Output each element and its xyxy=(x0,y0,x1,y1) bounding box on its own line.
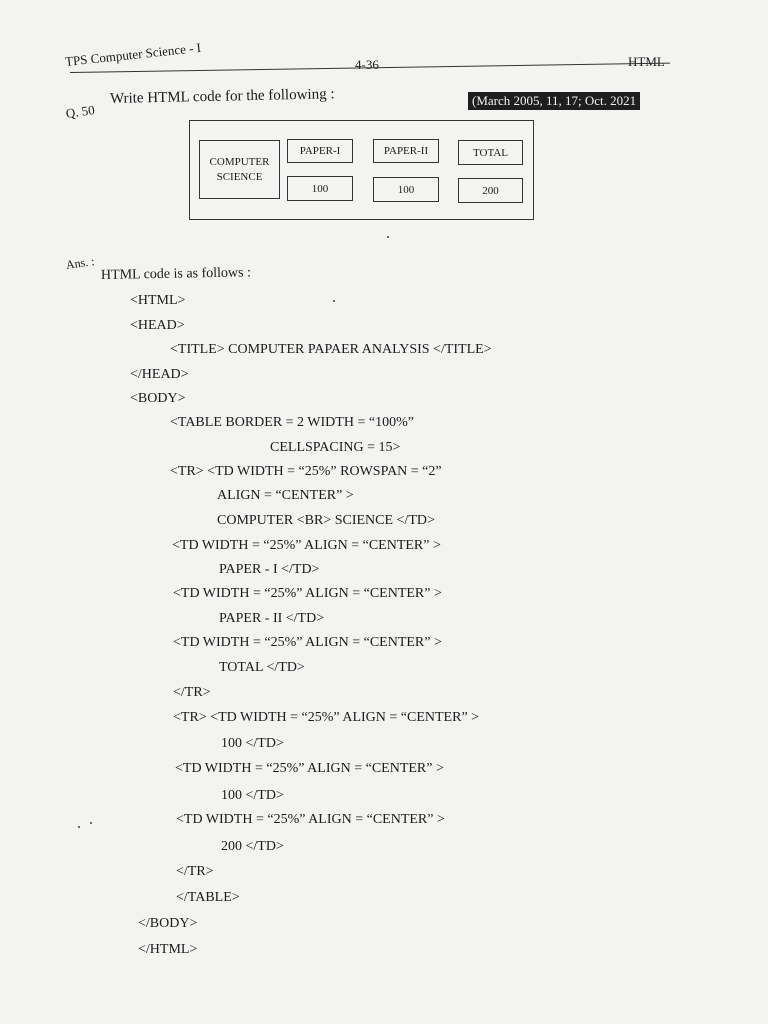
code-line: </HTML> xyxy=(138,942,198,957)
code-line: </TR> xyxy=(173,685,211,700)
code-line: <TR> <TD WIDTH = “25%” ALIGN = “CENTER” > xyxy=(173,710,480,725)
figure-cell-header-paper-2: PAPER-II xyxy=(373,139,439,163)
code-line: 200 </TD> xyxy=(221,839,284,854)
code-line: 100 </TD> xyxy=(221,736,284,751)
figure-cell-subject xyxy=(199,140,280,199)
figure-subject-line-1: COMPUTER xyxy=(209,155,270,168)
print-speck xyxy=(333,300,335,302)
code-line: ALIGN = “CENTER” > xyxy=(217,488,354,503)
figure-cell-header-paper-1: PAPER-I xyxy=(287,139,353,163)
page-number: 4-36 xyxy=(355,57,379,72)
code-line: TOTAL </TD> xyxy=(219,660,305,675)
code-line: CELLSPACING = 15> xyxy=(270,440,401,455)
code-line: <TD WIDTH = “25%” ALIGN = “CENTER” > xyxy=(176,812,445,827)
code-line: PAPER - II </TD> xyxy=(219,611,325,626)
question-number: Q. 50 xyxy=(64,102,96,121)
code-line: </HEAD> xyxy=(130,367,189,382)
code-line: PAPER - I </TD> xyxy=(219,562,320,577)
print-speck xyxy=(387,236,389,238)
code-line: <TD WIDTH = “25%” ALIGN = “CENTER” > xyxy=(173,635,442,650)
code-line: 100 </TD> xyxy=(221,788,284,803)
code-line: </TR> xyxy=(176,864,214,879)
figure-subject-line-2: SCIENCE xyxy=(216,170,263,183)
question-text: Write HTML code for the following : xyxy=(109,86,335,107)
figure-cell-value-total: 200 xyxy=(458,178,523,203)
code-line: <TD WIDTH = “25%” ALIGN = “CENTER” > xyxy=(175,761,444,776)
code-line: <BODY> xyxy=(130,391,186,406)
exam-reference-tag: (March 2005, 11, 17; Oct. 2021 xyxy=(468,92,640,110)
table-figure xyxy=(189,120,534,220)
code-line: <TITLE> COMPUTER PAPAER ANALYSIS </TITLE> xyxy=(170,342,492,357)
answer-intro: HTML code is as follows : xyxy=(100,265,252,283)
code-line: <TD WIDTH = “25%” ALIGN = “CENTER” > xyxy=(173,586,442,601)
code-line: <HEAD> xyxy=(130,318,185,333)
figure-cell-header-total: TOTAL xyxy=(458,140,523,165)
print-speck xyxy=(90,822,92,824)
running-header-book-title: TPS Computer Science - I xyxy=(64,39,202,70)
figure-cell-value-paper-2: 100 xyxy=(373,177,439,202)
figure-cell-value-paper-1: 100 xyxy=(287,176,353,201)
answer-label: Ans. : xyxy=(64,254,96,272)
code-line: <TD WIDTH = “25%” ALIGN = “CENTER” > xyxy=(172,538,441,553)
code-line: <TR> <TD WIDTH = “25%” ROWSPAN = “2” xyxy=(170,464,442,479)
code-line: <TABLE BORDER = 2 WIDTH = “100%” xyxy=(170,415,414,430)
code-line: </BODY> xyxy=(138,916,198,931)
code-line: </TABLE> xyxy=(176,890,240,905)
code-line: COMPUTER <BR> SCIENCE </TD> xyxy=(217,513,435,528)
code-line: <HTML> xyxy=(130,293,186,308)
running-header-chapter: HTML xyxy=(628,54,665,69)
print-speck xyxy=(78,826,80,828)
